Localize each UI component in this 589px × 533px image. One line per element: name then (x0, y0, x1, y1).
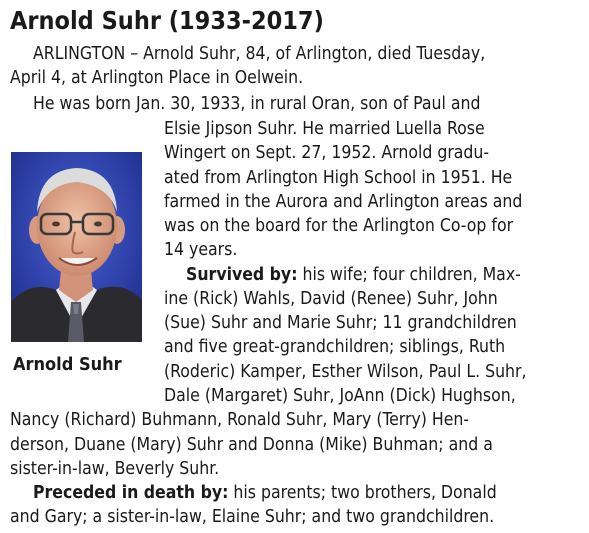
body-line: was on the board for the Arlington Co-op for (164, 216, 514, 236)
body-line: Nancy (Richard) Buhmann, Ronald Suhr, Mary (Terry) Hen- (10, 410, 470, 430)
preceded-by-text: his parents; two brothers, Donald (228, 483, 497, 503)
photo-caption: Arnold Suhr (13, 354, 122, 375)
survived-by-heading: Survived by: (186, 265, 298, 285)
body-line: ARLINGTON – Arnold Suhr, 84, of Arlington, died Tuesday, (33, 44, 486, 64)
survived-by-text: his wife; four children, Max- (297, 265, 521, 285)
body-line: (Sue) Suhr and Marie Suhr; 11 grandchildren (164, 313, 517, 333)
body-line: derson, Duane (Mary) Suhr and Donna (Mike) Buhman; and a (10, 435, 493, 455)
preceded-by-heading: Preceded in death by: (33, 483, 229, 503)
body-line: 14 years. (164, 240, 238, 260)
survived-by-line (186, 267, 521, 285)
body-line: Elsie Jipson Suhr. He married Luella Rose (164, 119, 485, 139)
body-line: Wingert on Sept. 27, 1952. Arnold gradu- (164, 143, 490, 163)
obituary-title: Arnold Suhr (1933-2017) (10, 6, 324, 35)
body-line: ine (Rick) Wahls, David (Renee) Suhr, John (164, 289, 498, 309)
body-line: Dale (Margaret) Suhr, JoAnn (Dick) Hughson, (164, 386, 516, 406)
body-line: He was born Jan. 30, 1933, in rural Oran, son of Paul and (33, 94, 481, 114)
body-line: (Roderic) Kamper, Esther Wilson, Paul L. Suhr, (164, 362, 527, 382)
body-line: and five great-grandchildren; siblings, Ruth (164, 337, 506, 357)
body-line: and Gary; a sister-in-law, Elaine Suhr; and two grandchildren. (10, 507, 495, 527)
body-line: ated from Arlington High School in 1951. He (164, 168, 513, 188)
body-line: April 4, at Arlington Place in Oelwein. (10, 68, 304, 88)
body-line: farmed in the Aurora and Arlington areas and (164, 192, 523, 212)
portrait-photo (11, 152, 142, 342)
preceded-by-line (33, 485, 497, 503)
body-line: sister-in-law, Beverly Suhr. (10, 459, 220, 479)
